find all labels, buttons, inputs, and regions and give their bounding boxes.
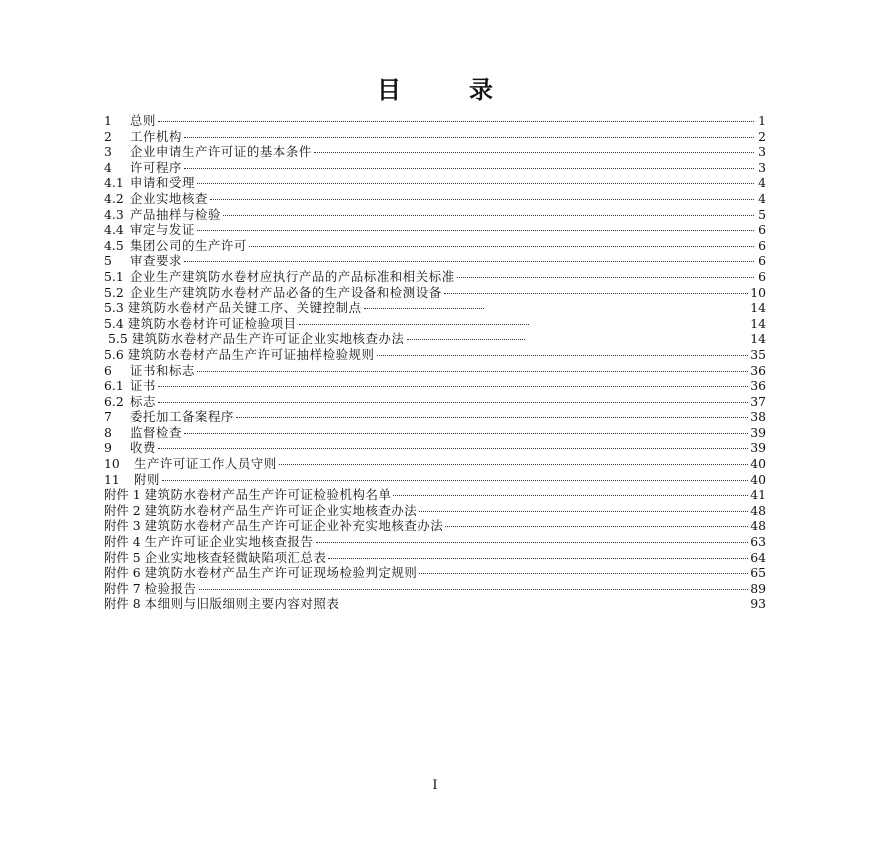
toc-entry[interactable] <box>104 425 766 441</box>
toc-entry-number: 附件 4 <box>104 534 141 550</box>
toc-entry-number: 附件 2 <box>104 502 141 518</box>
toc-entry-title: 委托加工备案程序 <box>130 409 234 425</box>
toc-entry[interactable] <box>104 596 766 612</box>
toc-entry[interactable] <box>104 160 766 176</box>
dot-leader <box>197 230 754 231</box>
toc-entry-number: 5.2 <box>104 284 124 300</box>
toc-entry-number: 3 <box>104 144 112 160</box>
dot-leader <box>393 495 748 496</box>
toc-entry-number: 4.3 <box>104 206 124 222</box>
toc-entry[interactable] <box>104 472 766 488</box>
toc-entry[interactable] <box>104 503 766 519</box>
toc-entry-number: 4.2 <box>104 190 124 206</box>
dot-leader <box>299 324 529 325</box>
toc-entry-title: 审查要求 <box>130 253 182 269</box>
toc-entry-title: 监督检查 <box>130 424 182 440</box>
toc-entry-title: 附则 <box>134 471 160 487</box>
toc-entry[interactable] <box>104 129 766 145</box>
toc-entry[interactable] <box>104 518 766 534</box>
toc-entry-number: 5.6 <box>104 346 124 362</box>
toc-entry-page: 6 <box>758 222 766 238</box>
toc-entry-number: 附件 8 <box>104 596 141 612</box>
toc-entry-title: 审定与发证 <box>130 222 195 238</box>
toc-entry-title: 申请和受理 <box>130 175 195 191</box>
toc-entry-number: 5.4 <box>104 315 124 331</box>
toc-entry[interactable] <box>104 347 766 363</box>
toc-entry[interactable] <box>104 550 766 566</box>
toc-entry-title: 建筑防水卷材产品生产许可证企业补充实地核查办法 <box>144 518 444 534</box>
toc-entry-page: 10 <box>750 284 766 300</box>
toc-entry-title: 建筑防水卷材产品关键工序、关键控制点 <box>127 300 362 316</box>
toc-entry-number: 4.4 <box>104 222 124 238</box>
toc-entry[interactable] <box>104 581 766 597</box>
dot-leader <box>158 386 748 387</box>
toc-entry-page: 48 <box>750 502 766 518</box>
toc-entry-page: 36 <box>750 378 766 394</box>
toc-entry-title: 建筑防水卷材产品生产许可证检验机构名单 <box>144 487 392 503</box>
toc-entry-page: 1 <box>758 113 766 128</box>
toc-entry[interactable] <box>104 300 766 316</box>
toc-entry[interactable] <box>104 269 766 285</box>
toc-entry-title: 企业申请生产许可证的基本条件 <box>130 144 312 160</box>
toc-entry-title: 建筑防水卷材产品生产许可证企业实地核查办法 <box>144 502 418 518</box>
dot-leader <box>184 168 754 169</box>
toc-entry-page: 89 <box>750 580 766 596</box>
toc-entry-number: 2 <box>104 128 112 144</box>
dot-leader <box>158 448 748 449</box>
toc-entry[interactable] <box>104 534 766 550</box>
toc-entry-title: 生产许可证工作人员守则 <box>134 456 277 472</box>
toc-entry-page: 40 <box>750 471 766 487</box>
table-of-contents <box>104 113 766 612</box>
toc-entry-number: 1 <box>104 113 112 128</box>
toc-entry-page: 37 <box>750 393 766 409</box>
toc-entry-title: 集团公司的生产许可 <box>130 237 247 253</box>
toc-entry-page: 14 <box>750 331 766 347</box>
toc-entry-title: 企业实地核查轻微缺陷项汇总表 <box>144 549 327 565</box>
toc-entry-title: 总则 <box>130 113 156 128</box>
toc-entry[interactable] <box>104 285 766 301</box>
toc-entry-number: 4.5 <box>104 237 124 253</box>
dot-leader <box>314 152 754 153</box>
toc-entry-number: 5.5 <box>108 331 128 347</box>
toc-entry-number: 6.1 <box>104 378 124 394</box>
dot-leader <box>444 293 748 294</box>
toc-entry-title: 建筑防水卷材产品生产许可证抽样检验规则 <box>127 346 375 362</box>
toc-entry-page: 5 <box>758 206 766 222</box>
toc-entry-title: 企业生产建筑防水卷材应执行产品的产品标准和相关标准 <box>130 268 455 284</box>
dot-leader <box>419 573 748 574</box>
toc-entry[interactable] <box>104 363 766 379</box>
toc-entry-page: 14 <box>750 315 766 331</box>
toc-entry-page: 36 <box>750 362 766 378</box>
toc-entry-number: 附件 5 <box>104 549 141 565</box>
toc-entry[interactable] <box>104 191 766 207</box>
toc-entry-title: 检验报告 <box>144 580 197 596</box>
dot-leader <box>162 480 748 481</box>
toc-entry[interactable] <box>104 253 766 269</box>
toc-entry-number: 7 <box>104 409 112 425</box>
toc-entry[interactable] <box>104 378 766 394</box>
toc-entry-page: 3 <box>758 159 766 175</box>
toc-entry-page: 40 <box>750 456 766 472</box>
toc-entry-title: 证书和标志 <box>130 362 195 378</box>
toc-entry-title: 企业生产建筑防水卷材产品必备的生产设备和检测设备 <box>130 284 442 300</box>
toc-entry-page: 35 <box>750 346 766 362</box>
toc-entry-page: 63 <box>750 534 766 550</box>
dot-leader <box>184 261 754 262</box>
dot-leader <box>457 277 754 278</box>
toc-entry-number: 附件 6 <box>104 565 141 581</box>
toc-entry-number: 5.3 <box>104 300 124 316</box>
toc-entry-page: 14 <box>750 300 766 316</box>
toc-entry-title: 企业实地核查 <box>130 190 208 206</box>
toc-entry[interactable] <box>104 565 766 581</box>
toc-entry-number: 附件 3 <box>104 518 141 534</box>
toc-entry-page: 38 <box>750 409 766 425</box>
toc-entry[interactable] <box>104 456 766 472</box>
toc-entry[interactable] <box>104 207 766 223</box>
dot-leader <box>236 417 748 418</box>
toc-entry[interactable] <box>104 331 766 347</box>
toc-entry[interactable] <box>104 440 766 456</box>
toc-entry-number: 附件 7 <box>104 580 141 596</box>
page-title: 目 录 <box>377 76 515 104</box>
dot-leader <box>199 589 749 590</box>
toc-entry-number: 8 <box>104 424 112 440</box>
dot-leader <box>158 121 754 122</box>
page-number: I <box>432 778 438 793</box>
toc-entry-number: 4 <box>104 159 112 175</box>
toc-entry-page: 48 <box>750 518 766 534</box>
toc-entry-title: 生产许可证企业实地核查报告 <box>144 534 314 550</box>
toc-entry-number: 9 <box>104 440 112 456</box>
toc-entry[interactable] <box>104 113 766 129</box>
toc-entry-number: 5 <box>104 253 112 269</box>
toc-entry[interactable] <box>104 175 766 191</box>
toc-entry-number: 10 <box>104 456 120 472</box>
toc-entry-title: 产品抽样与检验 <box>130 206 221 222</box>
dot-leader <box>316 542 749 543</box>
toc-entry-number: 4.1 <box>104 175 124 191</box>
toc-entry-page: 39 <box>750 424 766 440</box>
toc-entry-page: 3 <box>758 144 766 160</box>
toc-entry-page: 6 <box>758 237 766 253</box>
toc-entry-number: 5.1 <box>104 268 124 284</box>
toc-entry-number: 11 <box>104 471 120 487</box>
dot-leader <box>197 371 748 372</box>
toc-entry[interactable] <box>104 222 766 238</box>
toc-entry[interactable] <box>104 238 766 254</box>
toc-entry-page: 6 <box>758 253 766 269</box>
toc-entry-page: 93 <box>750 596 766 612</box>
toc-entry[interactable] <box>104 394 766 410</box>
toc-entry-title: 证书 <box>130 378 156 394</box>
toc-entry-page: 4 <box>758 190 766 206</box>
toc-entry-page: 65 <box>750 565 766 581</box>
dot-leader <box>249 246 754 247</box>
dot-leader <box>364 308 484 309</box>
toc-entry-page: 6 <box>758 268 766 284</box>
toc-entry-title: 收费 <box>130 440 156 456</box>
dot-leader <box>158 402 748 403</box>
toc-entry[interactable] <box>104 487 766 503</box>
toc-entry-title: 建筑防水卷材产品生产许可证企业实地核查办法 <box>131 331 405 347</box>
toc-entry-page: 41 <box>750 487 766 503</box>
toc-entry-title: 工作机构 <box>130 128 182 144</box>
dot-leader <box>419 511 748 512</box>
toc-entry[interactable] <box>104 144 766 160</box>
toc-entry[interactable] <box>104 316 766 332</box>
dot-leader <box>184 137 754 138</box>
toc-entry-page: 4 <box>758 175 766 191</box>
toc-entry-page: 64 <box>750 549 766 565</box>
dot-leader <box>328 558 748 559</box>
dot-leader <box>407 339 525 340</box>
toc-entry-page: 2 <box>758 128 766 144</box>
dot-leader <box>223 215 754 216</box>
dot-leader <box>377 355 749 356</box>
toc-entry-number: 附件 1 <box>104 487 141 503</box>
toc-entry-title: 本细则与旧版细则主要内容对照表 <box>144 596 340 612</box>
dot-leader <box>210 199 754 200</box>
toc-entry-title: 许可程序 <box>130 159 182 175</box>
dot-leader <box>197 183 754 184</box>
toc-entry-page: 39 <box>750 440 766 456</box>
toc-entry-title: 建筑防水卷材许可证检验项目 <box>127 315 297 331</box>
toc-entry-title: 标志 <box>130 393 156 409</box>
dot-leader <box>279 464 748 465</box>
dot-leader <box>184 433 748 434</box>
toc-entry[interactable] <box>104 409 766 425</box>
dot-leader <box>445 526 748 527</box>
toc-entry-number: 6 <box>104 362 112 378</box>
toc-entry-number: 6.2 <box>104 393 124 409</box>
toc-entry-title: 建筑防水卷材产品生产许可证现场检验判定规则 <box>144 565 418 581</box>
